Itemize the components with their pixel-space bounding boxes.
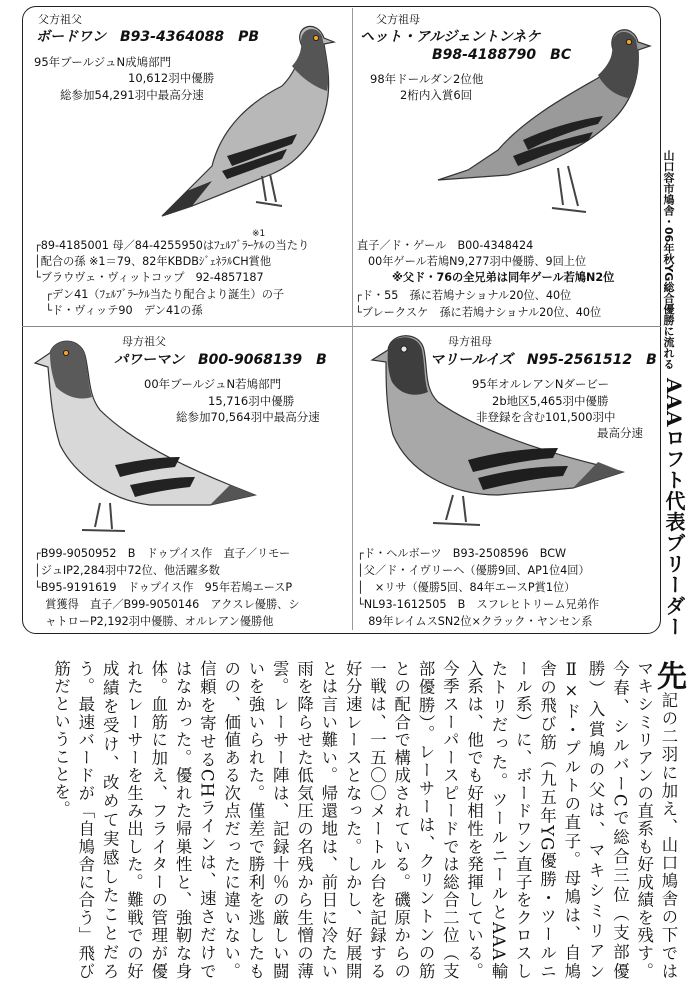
record-line: 00年ブールジュN若鳩部門	[144, 377, 282, 391]
tree-line: 00年ゲール若鳩N9,277羽中優勝、9回上位	[368, 255, 587, 268]
record-line: 非登録を含む101,500羽中	[476, 410, 616, 424]
pigeon-photo	[30, 335, 260, 545]
record-line: 最高分速	[597, 426, 643, 440]
tree-line: ┌ド・ヘルボーツ B93-2508596 BCW	[357, 547, 567, 560]
vertical-divider	[352, 8, 353, 630]
tree-line: ┌B99-9050952 B ドゥプイス作 直子／リモー	[34, 547, 291, 560]
horizontal-divider	[22, 326, 661, 327]
pigeon-name: マリールイズ N95-2561512 B	[430, 352, 657, 368]
role-label: 父方祖母	[376, 13, 420, 26]
record-line: 15,716羽中優勝	[208, 394, 295, 408]
tree-line: ャトローP2,192羽中優勝、オルレアン優勝他	[34, 615, 274, 628]
record-line: 総参加54,291羽中最高分速	[60, 88, 204, 102]
vertical-subtitle: 山口容市鳩舎・06年秋YG総合優勝に流れる	[662, 150, 675, 370]
note-mark: ※1	[252, 229, 266, 239]
pigeon-name: ヘット・アルジェントンネケ	[360, 29, 541, 45]
tree-line: └NL93-1612505 B スフレヒトリーム兄弟作	[357, 598, 600, 611]
tree-line: │配合の孫 ※1＝79、82年KBDBｼﾞｪﾈﾗﾙCH賞他	[34, 255, 272, 268]
tree-line: └ブレークスケ 孫に若鳩ナショナル20位、40位	[355, 306, 602, 319]
tree-line: 直子／ド・ゲール B00-4348424	[357, 239, 534, 252]
record-line: 95年ブールジュN成鳩部門	[34, 55, 172, 69]
tree-line: ┌ド・55 孫に若鳩ナショナル20位、40位	[355, 289, 572, 302]
record-line: 10,612羽中優勝	[128, 71, 215, 85]
vertical-title	[662, 150, 688, 638]
pigeon-photo	[152, 16, 342, 226]
role-label: 父方祖父	[38, 13, 82, 26]
tree-line: │ジュIP2,284羽中72位、他活躍多数	[34, 564, 220, 577]
tree-line: └ド・ヴィッテ90 デン41の孫	[34, 304, 203, 317]
record-line: 2b地区5,465羽中優勝	[492, 394, 609, 408]
pigeon-name: ボードワン B93-4364088 PB	[36, 29, 260, 45]
record-line: 2桁内入賞6回	[400, 88, 473, 102]
record-line: 総参加70,564羽中最高分速	[176, 410, 320, 424]
tree-line: 89年レイムスSN2位×クラック・ヤンセン系	[357, 615, 593, 628]
record-line: 95年オルレアンNダービー	[472, 377, 610, 391]
role-label: 母方祖父	[122, 335, 166, 348]
drop-cap: 先	[651, 660, 686, 692]
tree-line: │ ×リサ（優勝5回、84年エースP賞1位）	[357, 581, 576, 594]
pigeon-photo	[428, 20, 653, 225]
article-text: 記の二羽に加え、山口鳩舎の下ではマキシミリアンの直系も好成績を残す。今春、シルバーCで総合三位（支部優勝）入賞鳩の父は、マキシミリアンⅡ×ド・プルトの直子。母鳩は、自鳩舎の飛び筋（九五年YG優勝・ツールニール系）に、ボードワン直子をクロスしたトリだった。ツールニールとAAA輸入系は、他でも好相性を発揮している。今季スーパースピードでは総合二位（支部優勝）。レーサーは、クリントンの筋との配合で構成されている。磯原からの一戦は、一五〇〇メートル台を記録する好分速レースとなった。しかし、好展開とは言い難い。帰還地は、前日に冷たい雨を降らせた低気圧の名残から生憎の薄雲。レーサー陣は、記録十％の厳しい闘いを強いられた。僅差で勝利を逃したものの、価値ある次点だったに違いない。信頼を寄せるCHラインは、速さだけではなかった。優れた帰巣性と、強靭な身体。血筋に加え、フライターの管理が優れたレーサーを生み出した。難戦での好成績を受け、改めて実感したことだろう。最速バードが「自鳩舎に合う」飛び筋だということを。	[51, 660, 678, 980]
role-label: 母方祖母	[448, 335, 492, 348]
pigeon-name: パワーマン B00-9068139 B	[114, 352, 327, 368]
tree-line: ┌89-4185001 母／84-4255950はﾌｪﾙﾌﾞﾗｰｹﾙの当たり	[34, 239, 310, 252]
tree-line: ※父ド・76の全兄弟は同年ゲール若鳩N2位	[392, 271, 615, 284]
article-body	[20, 660, 686, 980]
tree-line: └B95-9191619 ドゥプイス作 95年若鳩エースP	[34, 581, 293, 594]
tree-line: ┌デン41（ﾌｪﾙﾌﾞﾗｰｹﾙ当たり配合より誕生）の子	[34, 288, 285, 301]
record-line: 98年ドールダン2位他	[370, 72, 484, 86]
vertical-headline: AAAロフト代表ブリーダー	[662, 378, 686, 638]
tree-line: └ブラウヴェ・ヴィットコップ 92-4857187	[34, 271, 264, 284]
tree-line: │父／ド・イヴリーヘ（優勝9回、AP1位4回）	[357, 564, 590, 577]
tree-line: 賞獲得 直子／B99-9050146 アクスレ優勝、シ	[34, 598, 300, 611]
pigeon-photo	[358, 330, 628, 540]
pigeon-ring: B98-4188790 BC	[432, 47, 572, 63]
